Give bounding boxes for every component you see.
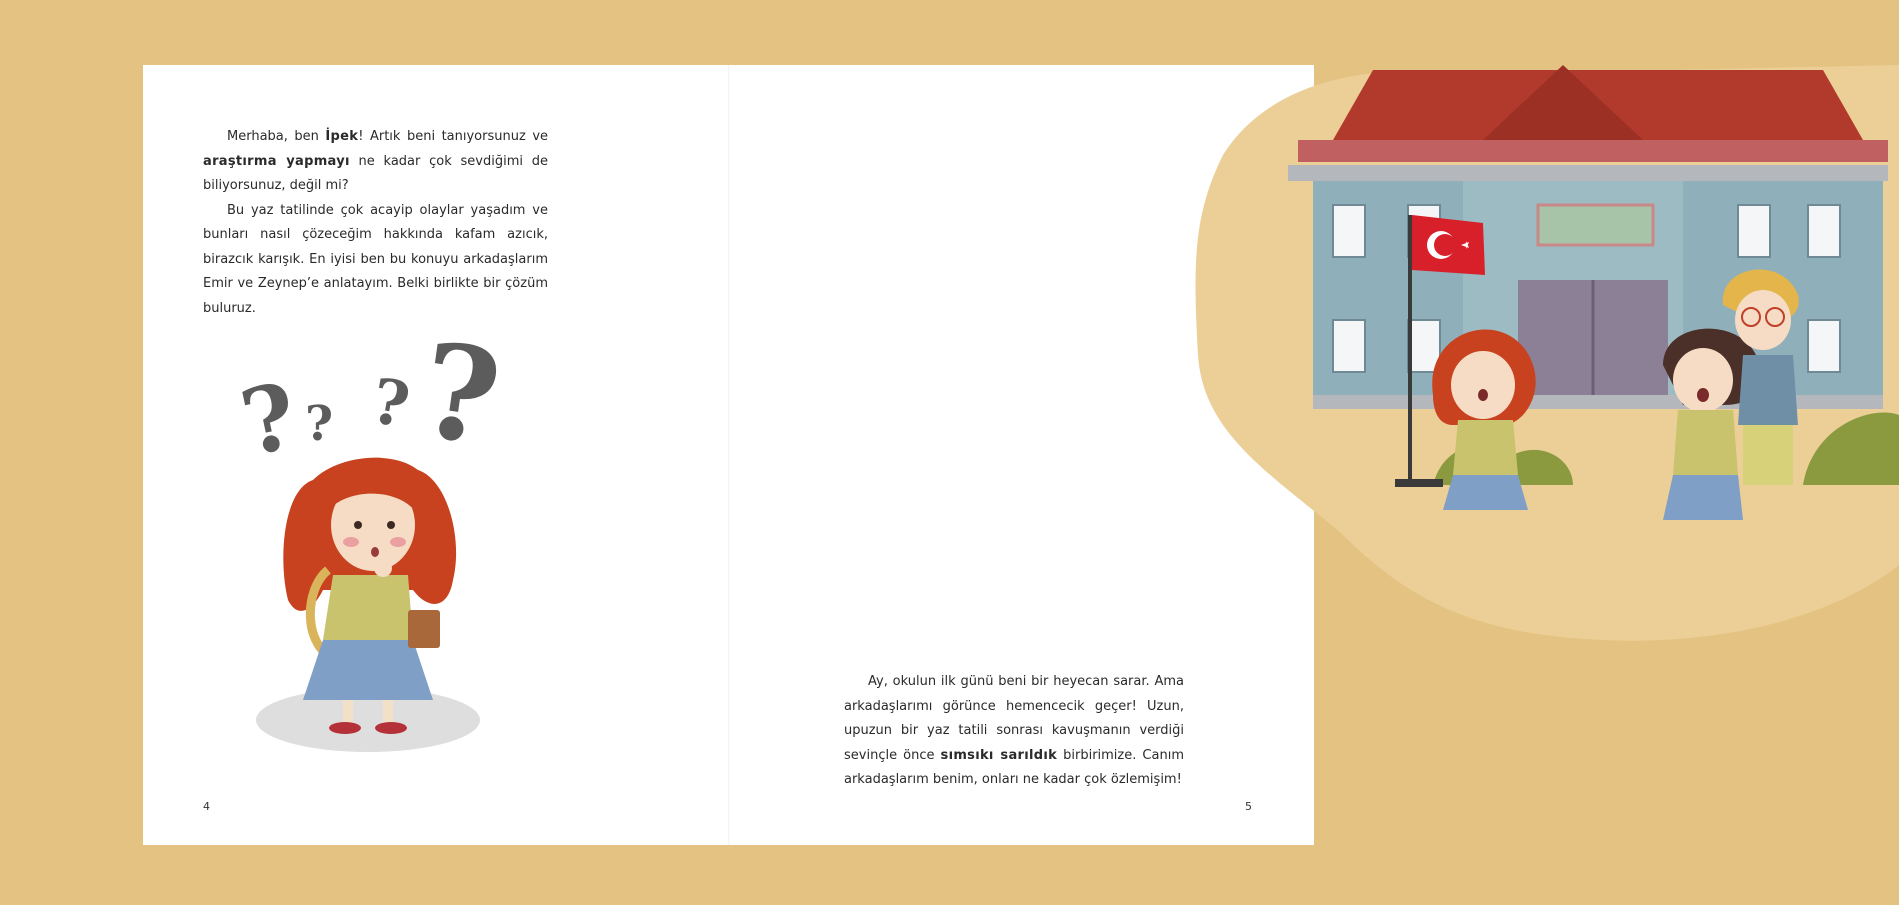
svg-text:?: ? xyxy=(366,364,415,443)
book-spread xyxy=(143,65,1314,845)
svg-text:?: ? xyxy=(412,313,509,476)
paragraph: Ay, okulun ilk günü beni bir heyecan sarar. Ama arkadaşlarımı görünce hemencecik geçer! Uzun, upuzun bir yaz tatili sonrası kavuşmanın verdiği sevinçle önce sımsıkı sarıldık birbirimize. Canım arkadaşlarım benim, onları ne kadar çok özlemişim! xyxy=(844,674,1184,787)
thinking-girl-illustration xyxy=(232,313,509,760)
question-marks xyxy=(232,313,508,477)
page-number: 4 xyxy=(203,800,210,813)
paragraph: Bu yaz tatilinde çok acayip olaylar yaşadım ve bunları nasıl çözeceğim hakkında kafam azıcık, birazcık karışık. En iyisi ben bu konuyu arkadaşlarım Emir ve Zeynep’e anlatayım. Belki birlikte bir çözüm buluruz. xyxy=(203,202,548,316)
right-page-text xyxy=(844,670,1184,793)
page-number: 5 xyxy=(1245,800,1252,813)
leg xyxy=(383,700,393,725)
eye xyxy=(387,521,395,529)
eye xyxy=(354,521,362,529)
mouth xyxy=(371,547,379,557)
cheek xyxy=(343,537,359,547)
leg xyxy=(343,700,353,725)
bold-phrase: sımsıkı sarıldık xyxy=(940,747,1058,763)
left-page xyxy=(143,65,728,845)
gutter xyxy=(728,65,730,845)
bold-phrase: araştırma yapmayı xyxy=(203,153,350,169)
skirt xyxy=(303,640,433,700)
right-page xyxy=(728,65,1314,845)
sign-board xyxy=(1538,205,1653,245)
book xyxy=(408,610,440,648)
cheek xyxy=(390,537,406,547)
building-base xyxy=(1313,395,1883,409)
shoe xyxy=(329,722,361,734)
bold-name: İpek xyxy=(325,129,359,144)
flag-pole xyxy=(1408,215,1412,485)
roof-trim xyxy=(1298,140,1888,162)
shirt xyxy=(323,575,413,640)
paragraph: Merhaba, ben İpek! Artık beni tanıyorsunuz ve araştırma yapmayı ne kadar çok sevdiğimi de biliyorsunuz, değil mi? xyxy=(203,129,549,193)
svg-text:?: ? xyxy=(232,362,307,478)
school-illustration xyxy=(1183,65,1899,645)
hand xyxy=(374,559,392,577)
svg-text:?: ? xyxy=(305,396,334,452)
left-page-text xyxy=(203,125,548,321)
cornice xyxy=(1288,165,1888,181)
shoe xyxy=(375,722,407,734)
